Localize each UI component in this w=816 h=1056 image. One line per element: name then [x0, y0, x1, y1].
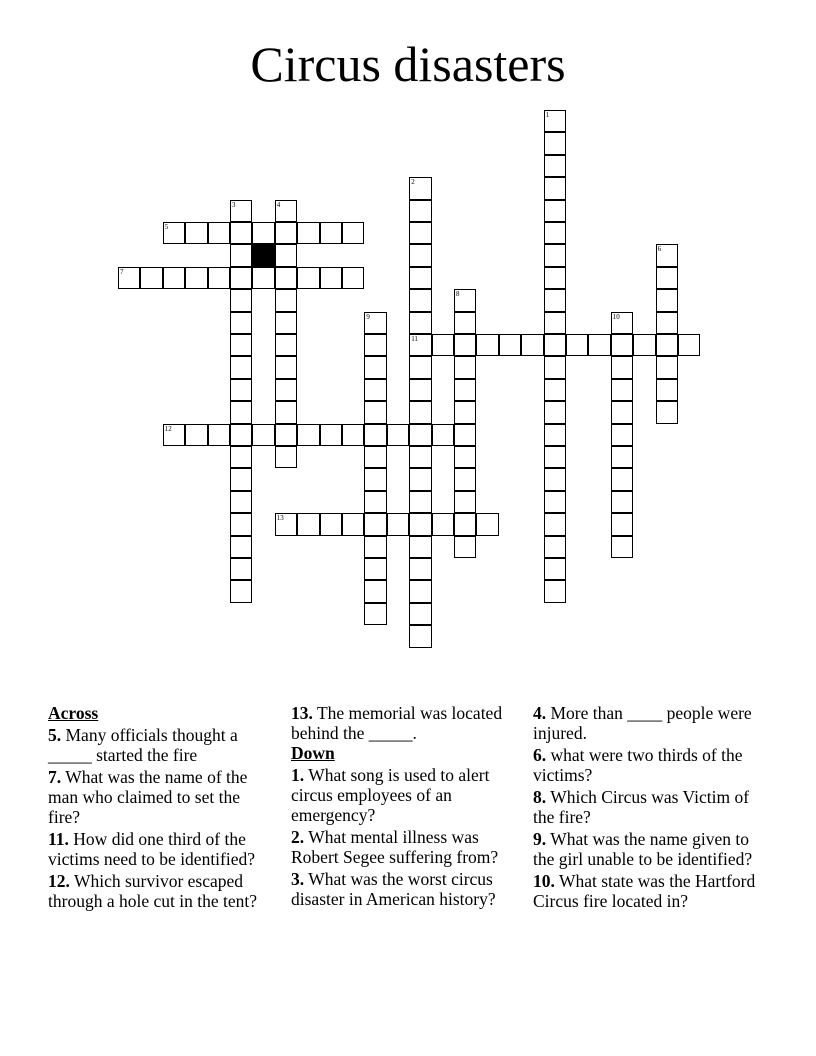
grid-cell[interactable]	[208, 222, 230, 244]
grid-cell[interactable]	[611, 401, 633, 423]
grid-cell[interactable]	[163, 267, 185, 289]
grid-cell[interactable]	[656, 289, 678, 311]
grid-cell[interactable]	[230, 401, 252, 423]
grid-cell[interactable]	[611, 424, 633, 446]
grid-cell[interactable]	[230, 267, 252, 289]
grid-cell[interactable]	[656, 334, 678, 356]
grid-cell[interactable]	[230, 513, 252, 535]
clue-column-2	[291, 703, 523, 909]
grid-cell[interactable]	[499, 334, 521, 356]
grid-cell[interactable]	[409, 424, 431, 446]
grid-cell[interactable]	[208, 424, 230, 446]
grid-cell[interactable]	[387, 424, 409, 446]
clue-down-6[interactable]: 6. what were two thirds of the victims?	[533, 745, 743, 785]
grid-cell[interactable]	[544, 401, 566, 423]
grid-cell[interactable]	[208, 267, 230, 289]
clue-down-10[interactable]: 10. What state was the Hartford Circus fire located in?	[533, 871, 756, 911]
grid-cell[interactable]	[409, 334, 431, 356]
grid-cell[interactable]	[297, 222, 319, 244]
grid-cell[interactable]	[275, 334, 297, 356]
grid-cell[interactable]	[544, 312, 566, 334]
clue-column-3	[533, 703, 773, 911]
grid-cell[interactable]	[140, 267, 162, 289]
grid-cell[interactable]	[320, 222, 342, 244]
grid-cell[interactable]	[409, 379, 431, 401]
clue-down-1[interactable]: 1. What song is used to alert circus employees of an emergency?	[291, 765, 490, 825]
clue-number: 12	[164, 424, 172, 433]
grid-cell[interactable]	[544, 177, 566, 199]
grid-cell[interactable]	[544, 132, 566, 154]
grid-cell[interactable]	[432, 334, 454, 356]
grid-cell[interactable]	[432, 424, 454, 446]
grid-cell[interactable]	[275, 244, 297, 266]
grid-cell[interactable]	[163, 222, 185, 244]
grid-cell[interactable]	[454, 379, 476, 401]
grid-cell[interactable]	[611, 334, 633, 356]
clue-number: 5	[164, 223, 169, 231]
down-heading: Down	[291, 743, 335, 763]
grid-cell[interactable]	[230, 312, 252, 334]
clue-down-9[interactable]: 9. What was the name given to the girl unable to be identified?	[533, 829, 753, 869]
grid-cell[interactable]	[611, 468, 633, 490]
grid-cell[interactable]	[342, 222, 364, 244]
grid-cell[interactable]	[633, 334, 655, 356]
grid-cell[interactable]	[230, 424, 252, 446]
grid-cell[interactable]	[230, 558, 252, 580]
grid-cell[interactable]	[364, 513, 386, 535]
grid-cell[interactable]	[409, 446, 431, 468]
grid-cell[interactable]	[275, 267, 297, 289]
grid-cell[interactable]	[275, 356, 297, 378]
grid-cell[interactable]	[409, 177, 431, 199]
grid-cell[interactable]	[364, 334, 386, 356]
grid-cell[interactable]	[185, 424, 207, 446]
grid-cell[interactable]	[611, 446, 633, 468]
clue-column-1	[48, 703, 276, 911]
clue-across-11[interactable]: 11. How did one third of the victims need to be identified?	[48, 829, 256, 869]
grid-cell[interactable]	[409, 244, 431, 266]
grid-cell[interactable]	[611, 312, 633, 334]
grid-cell[interactable]	[588, 334, 610, 356]
black-cell	[252, 244, 274, 266]
grid-cell[interactable]	[409, 536, 431, 558]
clue-number: 6	[657, 245, 662, 254]
grid-cell[interactable]	[275, 289, 297, 311]
grid-cell[interactable]	[364, 401, 386, 423]
grid-cell[interactable]	[656, 312, 678, 334]
grid-cell[interactable]	[544, 446, 566, 468]
grid-cell[interactable]	[611, 356, 633, 378]
grid-cell[interactable]	[544, 379, 566, 401]
clue-number: 3	[232, 200, 236, 209]
grid-cell[interactable]	[611, 536, 633, 558]
grid-cell[interactable]	[230, 222, 252, 244]
grid-cell[interactable]	[454, 468, 476, 490]
grid-cell[interactable]	[230, 491, 252, 513]
grid-cell[interactable]	[476, 513, 498, 535]
grid-cell[interactable]	[230, 580, 252, 602]
grid-cell[interactable]	[342, 267, 364, 289]
grid-cell[interactable]	[275, 446, 297, 468]
grid-cell[interactable]	[364, 312, 386, 334]
grid-cell[interactable]	[454, 334, 476, 356]
grid-cell[interactable]	[544, 334, 566, 356]
clue-number: 4	[276, 200, 281, 209]
clue-number: 1	[545, 111, 550, 119]
grid-cell[interactable]	[275, 401, 297, 423]
grid-cell[interactable]	[185, 222, 207, 244]
grid-cell[interactable]	[409, 200, 431, 222]
clue-number: 2	[411, 178, 415, 187]
grid-cell[interactable]	[454, 312, 476, 334]
grid-cell[interactable]	[297, 424, 319, 446]
grid-cell[interactable]	[275, 222, 297, 244]
grid-cell[interactable]	[544, 558, 566, 580]
grid-cell[interactable]	[544, 424, 566, 446]
grid-cell[interactable]	[364, 424, 386, 446]
grid-cell[interactable]	[275, 424, 297, 446]
grid-cell[interactable]	[409, 401, 431, 423]
grid-cell[interactable]	[409, 625, 431, 647]
grid-cell[interactable]	[656, 244, 678, 266]
grid-cell[interactable]	[252, 424, 274, 446]
grid-cell[interactable]	[230, 200, 252, 222]
grid-cell[interactable]	[409, 580, 431, 602]
grid-cell[interactable]	[118, 267, 140, 289]
grid-cell[interactable]	[252, 222, 274, 244]
clue-down-8[interactable]: 8. Which Circus was Victim of the fire?	[533, 787, 750, 827]
grid-cell[interactable]	[409, 222, 431, 244]
grid-cell[interactable]	[454, 289, 476, 311]
grid-cell[interactable]	[544, 289, 566, 311]
grid-cell[interactable]	[454, 401, 476, 423]
grid-cell[interactable]	[409, 289, 431, 311]
grid-cell[interactable]	[409, 491, 431, 513]
clue-across-12[interactable]: 12. Which survivor escaped through a hole cut in the tent?	[48, 871, 257, 911]
grid-cell[interactable]	[364, 468, 386, 490]
clue-down-3[interactable]: 3. What was the worst circus disaster in American history?	[291, 869, 496, 909]
grid-cell[interactable]	[544, 356, 566, 378]
grid-cell[interactable]	[342, 513, 364, 535]
grid-cell[interactable]	[230, 334, 252, 356]
grid-cell[interactable]	[544, 580, 566, 602]
grid-cell[interactable]	[454, 356, 476, 378]
clue-number: 7	[120, 267, 124, 276]
grid-cell[interactable]	[275, 312, 297, 334]
grid-cell[interactable]	[275, 513, 297, 535]
grid-cell[interactable]	[185, 267, 207, 289]
grid-cell[interactable]	[656, 379, 678, 401]
grid-cell[interactable]	[297, 513, 319, 535]
grid-cell[interactable]	[544, 491, 566, 513]
grid-cell[interactable]	[163, 424, 185, 446]
grid-cell[interactable]	[454, 536, 476, 558]
grid-cell[interactable]	[454, 491, 476, 513]
grid-cell[interactable]	[656, 401, 678, 423]
grid-cell[interactable]	[230, 356, 252, 378]
grid-cell[interactable]	[521, 334, 543, 356]
grid-cell[interactable]	[364, 491, 386, 513]
grid-cell[interactable]	[544, 110, 566, 132]
grid-cell[interactable]	[364, 379, 386, 401]
grid-cell[interactable]	[454, 446, 476, 468]
grid-cell[interactable]	[544, 513, 566, 535]
grid-cell[interactable]	[230, 446, 252, 468]
grid-cell[interactable]	[230, 244, 252, 266]
grid-cell[interactable]	[342, 424, 364, 446]
grid-cell[interactable]	[476, 334, 498, 356]
grid-cell[interactable]	[320, 267, 342, 289]
clue-number: 11	[411, 335, 418, 343]
grid-cell[interactable]	[611, 513, 633, 535]
grid-cell[interactable]	[364, 356, 386, 378]
clue-across-5[interactable]: 5. Many officials thought a _____ started the fire	[48, 725, 238, 765]
grid-cell[interactable]	[544, 244, 566, 266]
grid-cell[interactable]	[544, 155, 566, 177]
grid-cell[interactable]	[544, 536, 566, 558]
grid-cell[interactable]	[678, 334, 700, 356]
grid-cell[interactable]	[364, 603, 386, 625]
grid-cell[interactable]	[454, 513, 476, 535]
grid-cell[interactable]	[320, 513, 342, 535]
grid-cell[interactable]	[252, 267, 274, 289]
page-title: Circus disasters	[250, 36, 566, 92]
grid-cell[interactable]	[409, 513, 431, 535]
grid-cell[interactable]	[409, 468, 431, 490]
grid-cell[interactable]	[611, 379, 633, 401]
across-heading: Across	[48, 703, 99, 723]
grid-cell[interactable]	[275, 200, 297, 222]
grid-cell[interactable]	[544, 200, 566, 222]
grid-cell[interactable]	[656, 356, 678, 378]
grid-cell[interactable]	[544, 267, 566, 289]
clue-down-4[interactable]: 4. More than ____ people were injured.	[533, 703, 752, 743]
grid-cell[interactable]	[409, 312, 431, 334]
grid-cell[interactable]	[409, 603, 431, 625]
clue-number: 8	[456, 290, 460, 299]
grid-cell[interactable]	[409, 356, 431, 378]
grid-cell[interactable]	[566, 334, 588, 356]
grid-cell[interactable]	[409, 558, 431, 580]
grid-cell[interactable]	[387, 513, 409, 535]
grid-cell[interactable]	[432, 513, 454, 535]
grid-cell[interactable]	[230, 379, 252, 401]
grid-cell[interactable]	[409, 267, 431, 289]
clue-number: 10	[612, 312, 620, 321]
grid-cell[interactable]	[230, 468, 252, 490]
grid-cell[interactable]	[454, 424, 476, 446]
grid-cell[interactable]	[364, 446, 386, 468]
clue-down-2[interactable]: 2. What mental illness was Robert Segee suffering from?	[291, 827, 499, 867]
grid-cell[interactable]	[230, 536, 252, 558]
grid-cell[interactable]	[544, 222, 566, 244]
clue-number: 13	[276, 514, 284, 523]
grid-cell[interactable]	[275, 379, 297, 401]
clue-across-13[interactable]: 13. The memorial was located behind the _____.	[291, 703, 503, 743]
grid-cell[interactable]	[320, 424, 342, 446]
grid-cell[interactable]	[364, 536, 386, 558]
grid-cell[interactable]	[230, 289, 252, 311]
grid-cell[interactable]	[656, 267, 678, 289]
clue-number: 9	[366, 312, 370, 321]
grid-cell[interactable]	[544, 468, 566, 490]
grid-cell[interactable]	[611, 491, 633, 513]
grid-cell[interactable]	[297, 267, 319, 289]
clue-across-7[interactable]: 7. What was the name of the man who claimed to set the fire?	[48, 767, 248, 827]
grid-cell[interactable]	[364, 558, 386, 580]
grid-cell[interactable]	[364, 580, 386, 602]
